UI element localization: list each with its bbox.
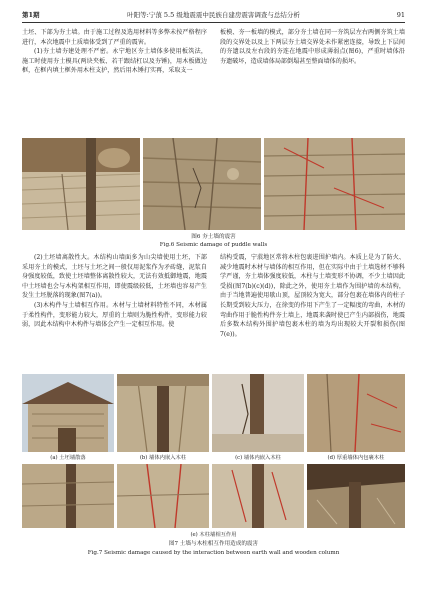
fig6-photo-left (22, 138, 140, 230)
fig7b-caption: (b) 墙体内嵌入木柱 (139, 455, 187, 461)
issue-number: 第1期 (22, 11, 40, 19)
paragraph: (1)夯土墙夯建处理不严密。永宁地区夯土墙体多使用板筑法，施工时使用夯土模具(两块夹板、若干跟结杠以及夯锤)，用木板做边框，在框内填土框外用木柱支护，然后用木锤打实再，采取支一 (22, 48, 207, 75)
running-title: 叶阳等:宁蒗 5.5 级地震震中民族自建房震害调查与总结分析 (127, 11, 300, 19)
page-number: 91 (396, 11, 405, 19)
fig7a-caption: (a) 土坯墙散落 (50, 455, 86, 461)
top-right-column (220, 28, 405, 134)
fig7-caption: 图7 土墙与木柱相互作用造成的震害 (168, 541, 259, 547)
paragraph: 板模、夯一板墙的模式，部分夯土墙在同一夯筑层左右两侧夯筑土墙段的交界处以及上下两层夯土墙交界处未作紧密连接，导致上下层间的夯遗以及左右段的夯连在地震中形成薄弱点(图6)，严重时墙体沿夯遗破坏，造成墙体局部倒塌甚至整面墙体的损坏。 (220, 29, 405, 65)
paragraph: 土坯、下部为夯土墙。由于施工过程及选用材料等多弊未按严格程序进行，本次地震中土质墙体受到了严重的震害。 (22, 29, 207, 46)
fig7b-photo (117, 374, 209, 452)
fig7c-caption: (c) 墙体内嵌入木柱 (235, 455, 281, 461)
fig7e-photo-2 (117, 464, 209, 528)
fig7a-photo (22, 374, 114, 452)
page-header (22, 8, 405, 23)
fig7d-caption: (d) 厚重墙体内包裹木柱 (327, 455, 385, 461)
fig6-photo-middle (143, 138, 261, 230)
fig7e-photo-3 (212, 464, 304, 528)
fig7d-photo (307, 374, 405, 452)
paragraph: (3)木构件与土墙相互作用。木材与土墙材料特性不同，木材属于柔性构件，变形能力较大，厚重的土墙则为脆性构件，变形能力较弱，因此木结构中木构件与墙体会产生一定相互作用。使 (22, 301, 207, 329)
mid-left-column (22, 253, 207, 369)
top-left-column (22, 28, 207, 134)
mid-right-column (220, 253, 405, 369)
fig7e-caption: (e) 木柱墙相互作用 (190, 532, 237, 538)
fig6-caption-en: Fig.6 Seismic damage of puddle walls (159, 242, 268, 248)
fig7e-photo-4 (307, 464, 405, 528)
paragraph: (2)土坯墙离散性大。木结构山墙面多为山尖墙使用土坯，下部采用夯土的模式，土坯与土坯之间一般仅用泥浆作为矛砖缝，泥浆自身强度较低，致使土坯墙整体离散性较大，无法有效抵御地震，地震中土坯墙也会与木构架相互作用，即使震级较低，土坯墙也容易产生发生土坯脱落的现象(图7(a))。 (22, 254, 207, 300)
fig6-caption: 图6 夯土墙的震害 (191, 234, 236, 240)
fig7c-photo (212, 374, 304, 452)
fig7-caption-en: Fig.7 Seismic damage caused by the interaction between earth wall and wooden column (87, 550, 340, 556)
paragraph: 结构受震，宁蒗地区常将木柱包裹进围护墙内。本质上是为了防火、减少地震时木材与墙体的相互作用，但在实际中由于土墙选材不够科学严谨，夯土墙体强度较低，木柱与土墙变形不协调，不少土墙因此受损(图7(b)(c)(d))，除此之外，使用夯土墙作为围护墙的木结构，由于当地普遍使用歇山顶，屋顶较为宽大，部分包裹在墙体内的柱子长期受到较大压力，在徐变的作用下产生了一定幅度的弯曲，木材的弯曲作用于脆性构件夯土墙上，地震来袭时使已产生内部损伤，地震后多数木结构外围护墙包裹木柱的墙为均出现较大开裂和损伤(图7(e))。 (220, 254, 405, 338)
fig6-photo-right (264, 138, 405, 230)
fig7e-photo-1 (22, 464, 114, 528)
